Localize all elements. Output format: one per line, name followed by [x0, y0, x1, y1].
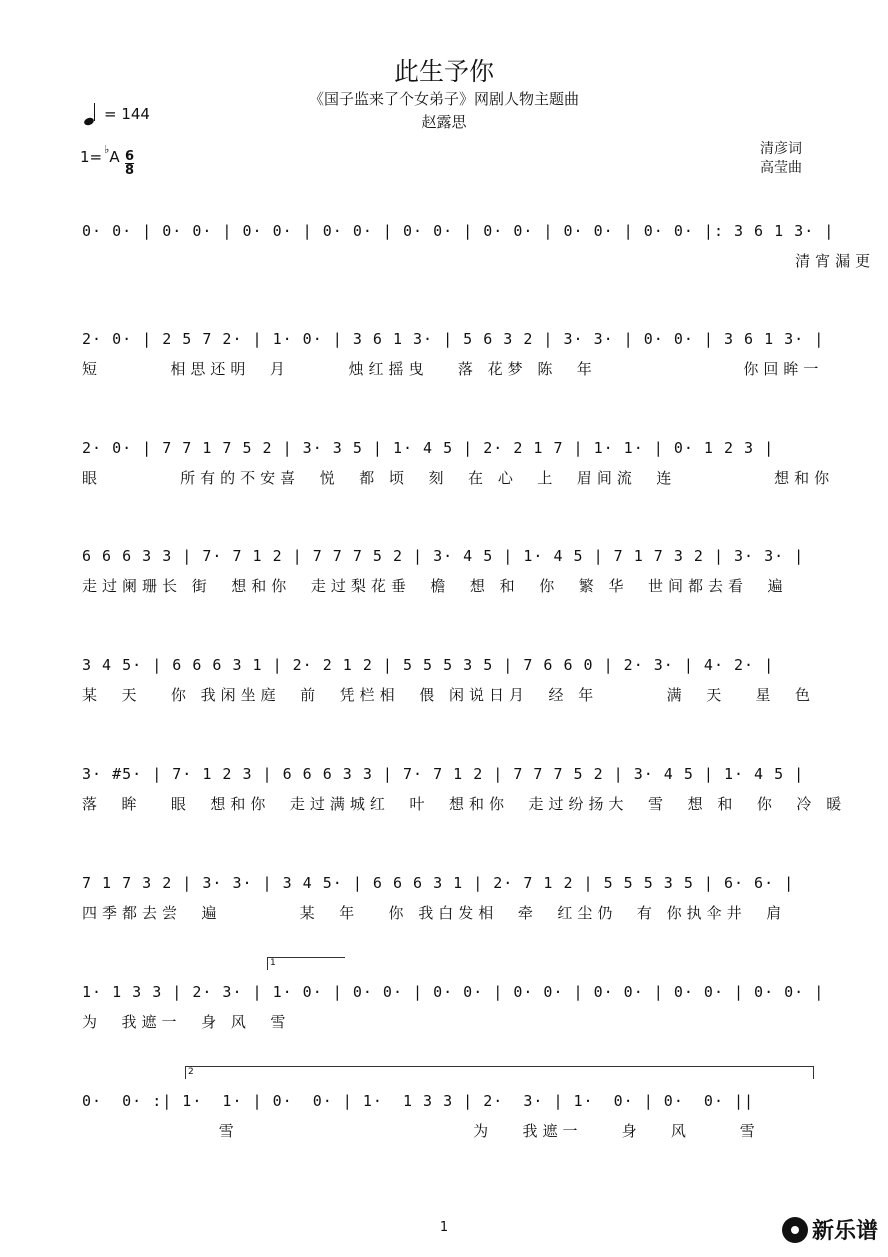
logo-text: 新乐谱 [811, 1219, 878, 1244]
notation-line: 2· 0· | 7 7 1 7 5 2 | 3· 3 5 | 1· 4 5 | 2· 2 1 7 | 1· 1· | 0· 1 2 3 | [82, 439, 775, 457]
key-note: A [109, 148, 120, 166]
notation-line: 7 1 7 3 2 | 3· 3· | 3 4 5· | 6 6 6 3 1 | 2· 7 1 2 | 5 5 5 3 5 | 6· 6· | [82, 874, 795, 892]
lyric-line: 为 我遮一 身 风 雪 [82, 1013, 291, 1031]
lyric-line: 落 眸 眼 想和你 走过满城红 叶 想和你 走过纷扬大 雪 想 和 你 冷 暖 [82, 795, 847, 813]
song-subtitle: 《国子监来了个女弟子》网剧人物主题曲 [308, 90, 579, 108]
lyric-line: 清宵漏更 [82, 252, 876, 270]
notation-line: 6 6 6 3 3 | 7· 7 1 2 | 7 7 7 5 2 | 3· 4 5 | 1· 4 5 | 7 1 7 3 2 | 3· 3· | [82, 547, 805, 565]
key-signature [80, 143, 120, 166]
second-ending-bracket: 2 [185, 1066, 814, 1079]
time-sig-bottom: 8 [125, 163, 135, 178]
notation-line: 0· 0· :| 1· 1· | 0· 0· | 1· 1 3 3 | 2· 3· | 1· 0· | 0· 0· || [82, 1092, 755, 1110]
song-title: 此生予你 [393, 57, 494, 86]
credits [760, 140, 802, 178]
notation-line: 0· 0· | 0· 0· | 0· 0· | 0· 0· | 0· 0· | 0· 0· | 0· 0· | 0· 0· |: 3 6 1 3· | [82, 222, 835, 240]
lyric-line: 走过阑珊长 街 想和你 走过梨花垂 檐 想 和 你 繁 华 世间都去看 遍 [82, 577, 788, 595]
tempo-marking [84, 103, 150, 125]
lyric-line: 短 相思还明 月 烛红摇曳 落 花梦 陈 年 你回眸一 [82, 360, 824, 378]
singer-name: 赵露思 [421, 113, 467, 131]
notation-line: 3· #5· | 7· 1 2 3 | 6 6 6 3 3 | 7· 7 1 2 | 7 7 7 5 2 | 3· 4 5 | 1· 4 5 | [82, 765, 805, 783]
vinyl-disc-icon [782, 1217, 808, 1243]
key-prefix: 1= [80, 148, 103, 166]
site-logo [782, 1214, 878, 1245]
page-number: 1 [439, 1220, 449, 1235]
tempo-value: = 144 [104, 105, 150, 123]
flat-symbol: ♭ [104, 143, 110, 156]
composer-credit: 高莹曲 [760, 160, 802, 176]
lyric-line: 某 天 你 我闲坐庭 前 凭栏相 偎 闲说日月 经 年 满 天 星 色 [82, 686, 816, 704]
notation-line: 2· 0· | 2 5 7 2· | 1· 0· | 3 6 1 3· | 5 6 3 2 | 3· 3· | 0· 0· | 3 6 1 3· | [82, 330, 825, 348]
first-ending-bracket: 1 [267, 957, 345, 970]
lyric-line: 四季都去尝 遍 某 年 你 我白发相 牵 红尘仍 有 你执伞井 肩 [82, 904, 787, 922]
time-signature [125, 150, 134, 177]
lyric-line: 眼 所有的不安喜 悦 都 顷 刻 在 心 上 眉间流 连 想和你 [82, 469, 835, 487]
notation-line: 1· 1 3 3 | 2· 3· | 1· 0· | 0· 0· | 0· 0· | 0· 0· | 0· 0· | 0· 0· | 0· 0· | [82, 983, 825, 1001]
time-sig-top: 6 [125, 149, 135, 164]
lyric-line: 雪 为 我遮一 身 风 雪 [82, 1122, 760, 1140]
notation-line: 3 4 5· | 6 6 6 3 1 | 2· 2 1 2 | 5 5 5 3 5 | 7 6 6 0 | 2· 3· | 4· 2· | [82, 656, 775, 674]
lyricist-credit: 清彦词 [760, 141, 802, 157]
quarter-note-icon [84, 103, 96, 125]
